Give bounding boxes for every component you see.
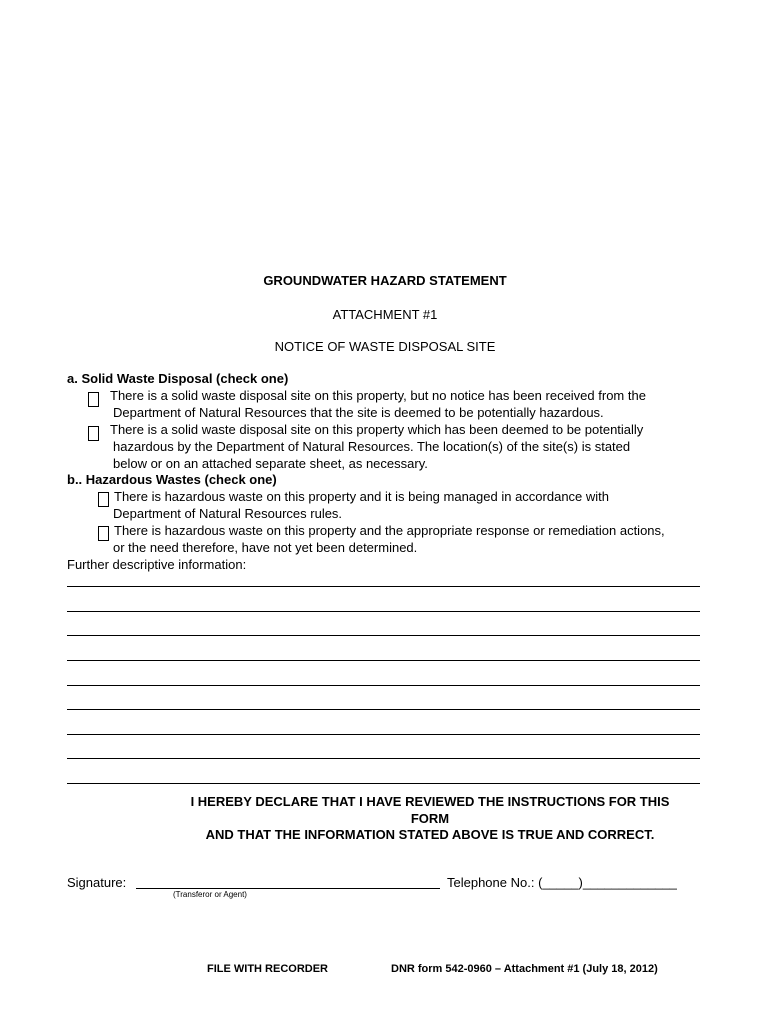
info-line[interactable] (67, 783, 700, 784)
section-a-option1-line1: There is a solid waste disposal site on this property, but no notice has been received from the (110, 388, 646, 403)
checkbox-a-option1[interactable] (88, 392, 99, 407)
section-a-option2-line2: hazardous by the Department of Natural Resources. The location(s) of the site(s) is stated (113, 439, 631, 454)
info-line[interactable] (67, 734, 700, 735)
info-line[interactable] (67, 685, 700, 686)
info-line[interactable] (67, 758, 700, 759)
footer-form-id: DNR form 542-0960 – Attachment #1 (July 18, 2012) (391, 963, 658, 975)
section-b-option2-line2: or the need therefore, have not yet been determined. (113, 540, 418, 555)
notice-heading: NOTICE OF WASTE DISPOSAL SITE (274, 339, 496, 354)
checkbox-b-option1[interactable] (98, 492, 109, 507)
signature-label: Signature: (67, 875, 127, 890)
section-a-heading: a. Solid Waste Disposal (check one) (67, 371, 289, 386)
info-line[interactable] (67, 635, 700, 636)
section-b-option1-line2: Department of Natural Resources rules. (113, 506, 343, 521)
signature-sublabel: (Transferor or Agent) (173, 890, 247, 899)
declaration-line3: AND THAT THE INFORMATION STATED ABOVE IS TRUE AND CORRECT. (205, 827, 655, 842)
section-a-option2-line3: below or on an attached separate sheet, as necessary. (113, 456, 428, 471)
checkbox-b-option2[interactable] (98, 526, 109, 541)
signature-field[interactable] (136, 888, 440, 889)
info-line[interactable] (67, 709, 700, 710)
declaration-line2: FORM (410, 811, 450, 826)
telephone-field[interactable]: Telephone No.: (_____)_____________ (447, 875, 677, 890)
checkbox-a-option2[interactable] (88, 426, 99, 441)
info-line[interactable] (67, 611, 700, 612)
info-line[interactable] (67, 660, 700, 661)
section-b-heading: b.. Hazardous Wastes (check one) (67, 472, 277, 487)
footer-file-with-recorder: FILE WITH RECORDER (207, 963, 328, 975)
declaration-line1: I HEREBY DECLARE THAT I HAVE REVIEWED THE INSTRUCTIONS FOR THIS (190, 794, 670, 809)
form-title: GROUNDWATER HAZARD STATEMENT (263, 273, 507, 288)
section-a-option1-line2: Department of Natural Resources that the site is deemed to be potentially hazardous. (113, 405, 604, 420)
attachment-label: ATTACHMENT #1 (332, 307, 438, 322)
section-a-option2-line1: There is a solid waste disposal site on this property which has been deemed to be potentially (110, 422, 644, 437)
info-line[interactable] (67, 586, 700, 587)
further-info-label: Further descriptive information: (67, 557, 247, 572)
section-b-option2-line1: There is hazardous waste on this property and the appropriate response or remediation actions, (114, 523, 665, 538)
section-b-option1-line1: There is hazardous waste on this property and it is being managed in accordance with (114, 489, 610, 504)
